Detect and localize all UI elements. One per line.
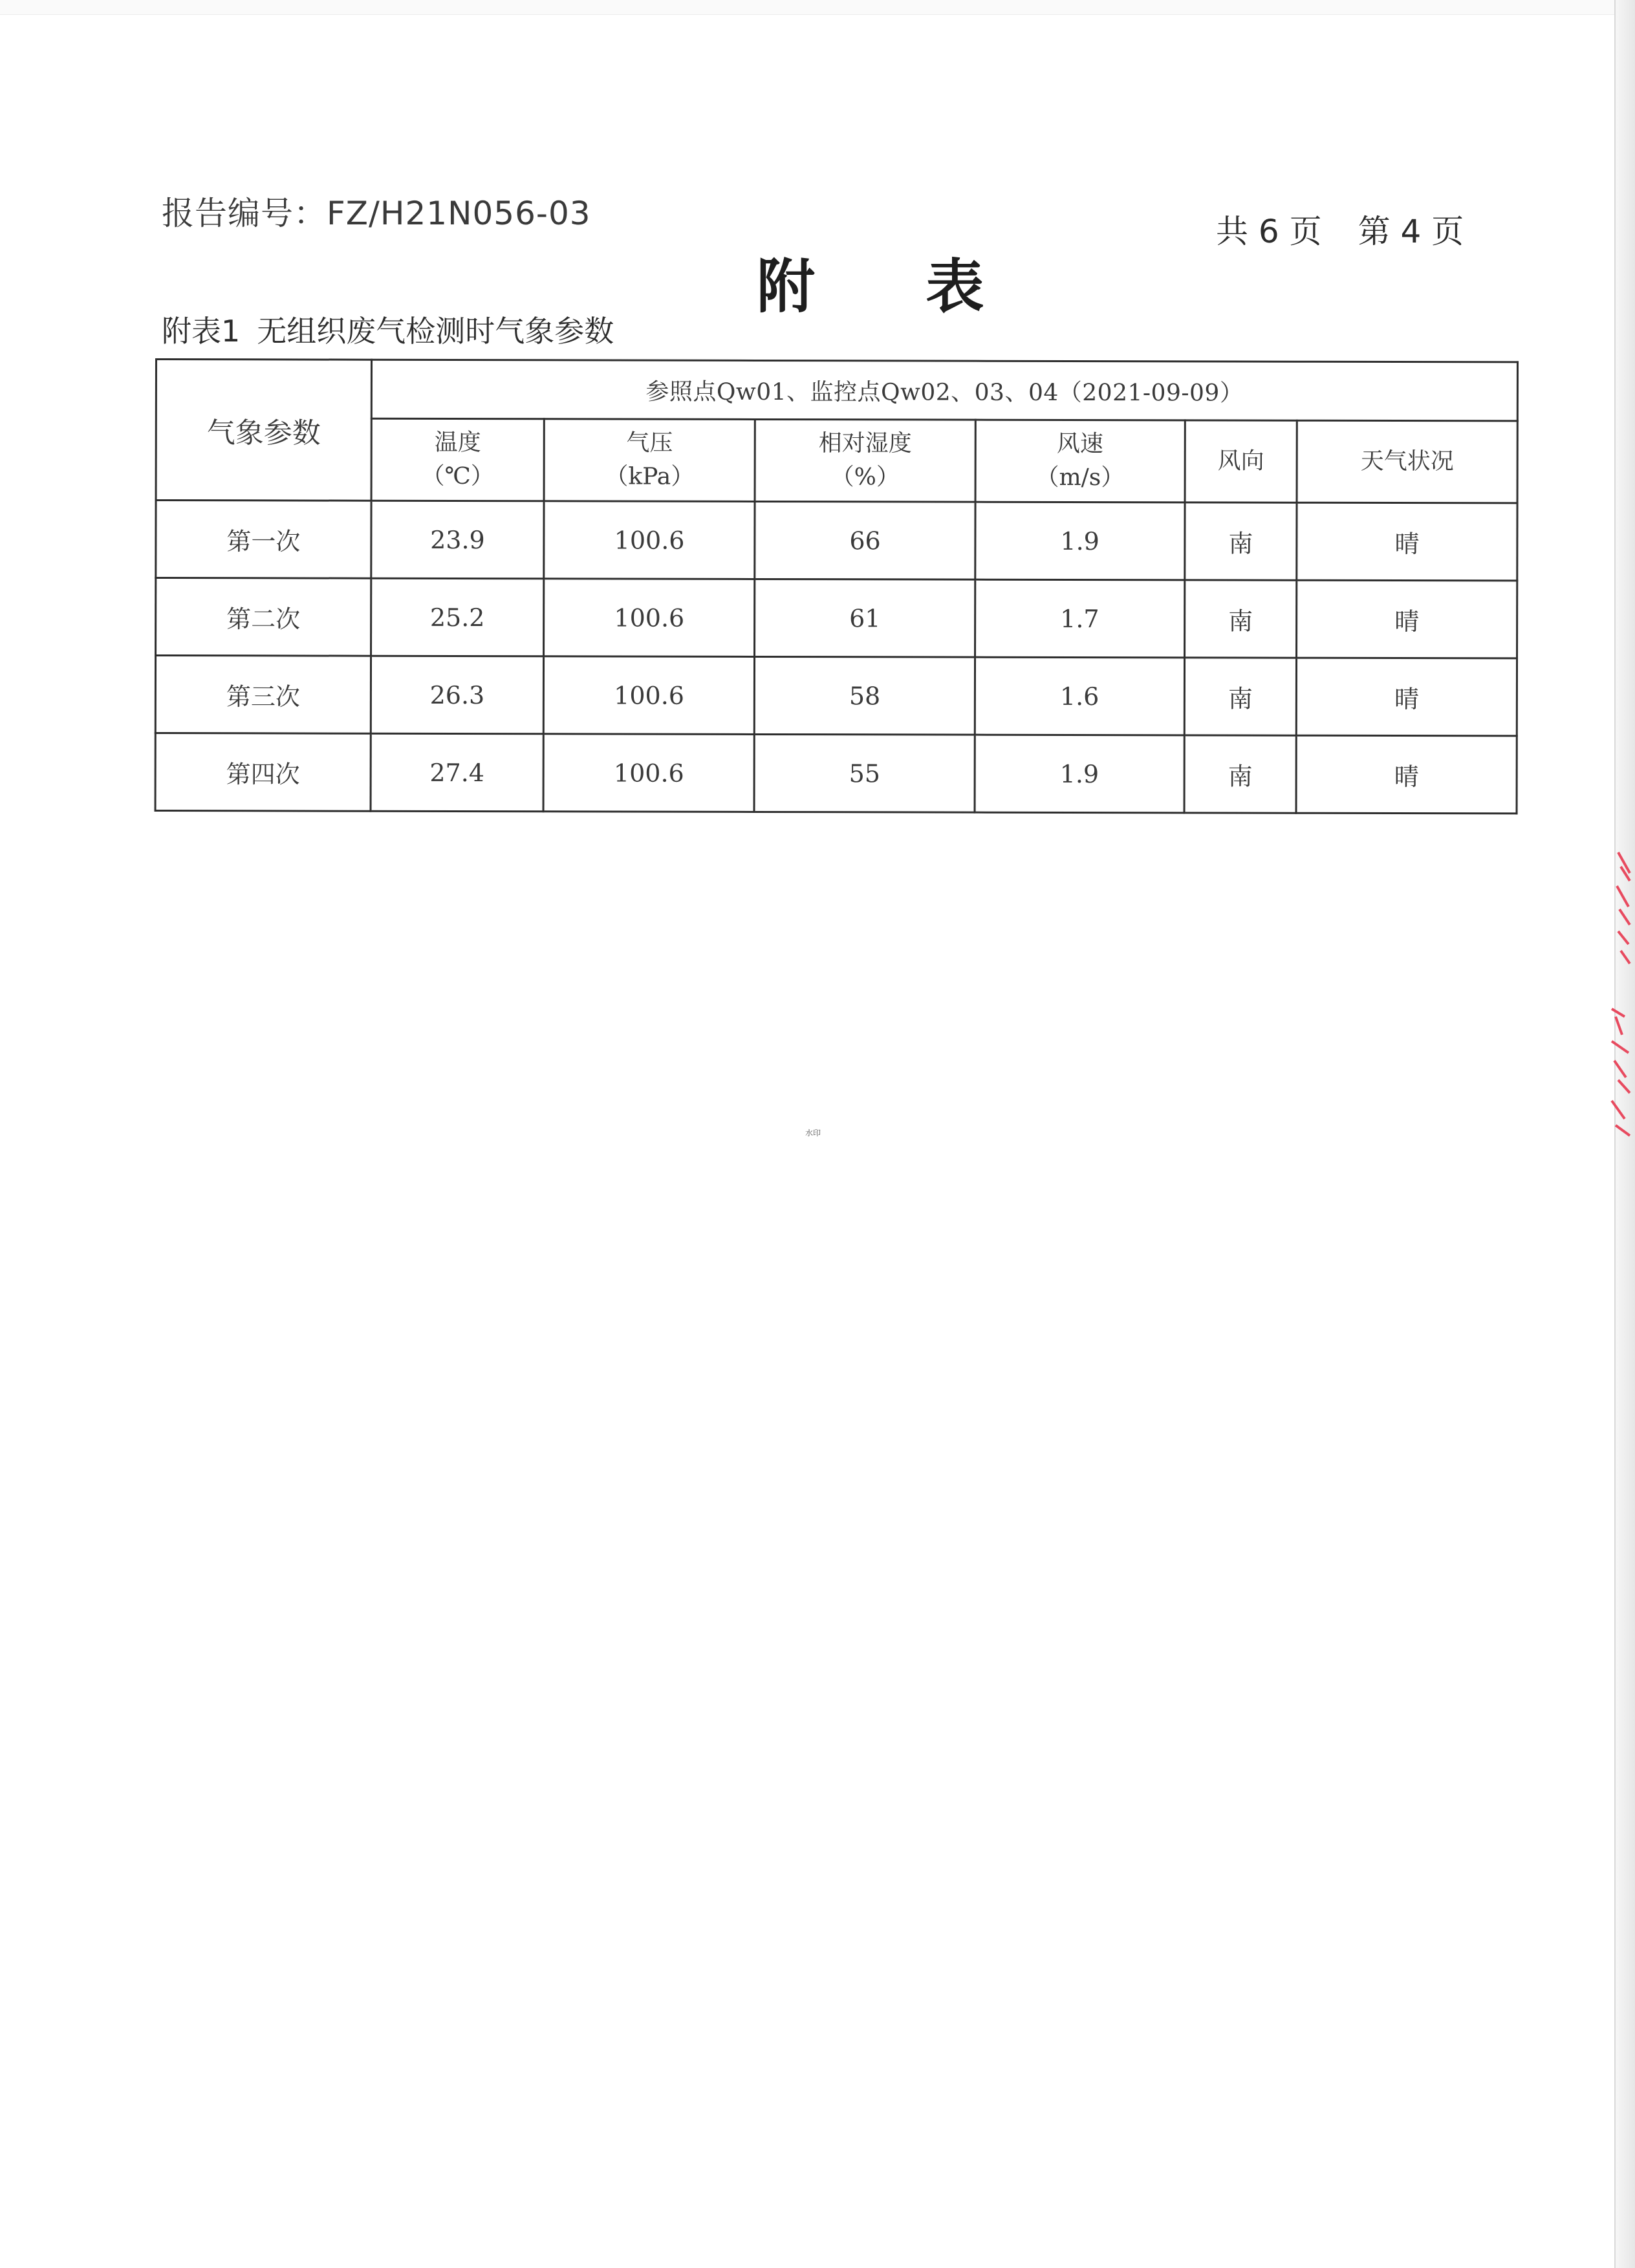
row-label: 第一次 (156, 501, 371, 579)
table-cell: 1.6 (975, 657, 1184, 735)
table-cell: 100.6 (544, 501, 755, 579)
table-cell: 26.3 (371, 656, 543, 734)
column-header-name: 相对湿度 (818, 430, 912, 457)
column-header (1297, 420, 1517, 503)
table-caption-text: 无组织废气检测时气象参数 (257, 314, 614, 349)
column-header-unit: （kPa） (605, 463, 695, 490)
column-header-unit: （℃） (421, 462, 494, 490)
column-header-unit: （%） (830, 464, 900, 491)
table-cell: 100.6 (544, 579, 755, 657)
table-row (156, 501, 1517, 581)
total-pages: 共 6 页 (1216, 213, 1322, 250)
table-row (155, 733, 1517, 814)
weather-parameters-table (155, 358, 1519, 814)
document-title: 附 表 (757, 253, 1030, 321)
column-header-name: 风向 (1217, 448, 1264, 475)
column-header-name: 风速 (1056, 430, 1104, 458)
column-header-unit: （m/s） (1035, 464, 1125, 491)
table-caption-number: 附表1 (162, 314, 241, 349)
table-cell: 100.6 (543, 734, 755, 812)
table-cell: 晴 (1297, 580, 1517, 658)
current-page: 第 4 页 (1358, 213, 1464, 250)
table-cell: 1.7 (975, 579, 1184, 658)
column-header-name: 天气状况 (1360, 448, 1454, 475)
site-header: 参照点Qw01、监控点Qw02、03、04（2021-09-09） (371, 360, 1517, 421)
table-cell: 55 (754, 734, 975, 812)
table-cell: 27.4 (371, 733, 543, 812)
table-cell: 61 (755, 579, 975, 657)
red-seal-stamp-fragment (1592, 847, 1631, 1151)
row-label: 第二次 (156, 578, 371, 656)
table-cell: 南 (1184, 735, 1297, 813)
table-cell: 100.6 (543, 656, 755, 735)
table-cell: 晴 (1297, 502, 1517, 581)
table-row (156, 578, 1517, 658)
table-cell: 25.2 (371, 578, 544, 656)
report-number: 报告编号：FZ/H21N056-03 (162, 195, 591, 232)
param-header: 气象参数 (156, 360, 371, 501)
table-row (155, 656, 1517, 736)
column-header (755, 419, 975, 502)
table-caption (162, 308, 614, 351)
column-header (371, 418, 544, 501)
table-cell: 23.9 (371, 501, 544, 579)
column-header (544, 419, 755, 502)
row-label: 第四次 (155, 733, 371, 812)
row-label: 第三次 (155, 656, 371, 734)
column-header-name: 温度 (434, 429, 481, 457)
column-header-name: 气压 (626, 429, 673, 457)
table-cell: 晴 (1296, 735, 1517, 814)
page-count (1216, 206, 1464, 252)
table-cell: 南 (1184, 658, 1297, 735)
table-cell: 58 (755, 656, 975, 735)
table-cell: 南 (1184, 580, 1297, 658)
table-cell: 晴 (1297, 658, 1517, 736)
table-cell: 1.9 (975, 735, 1184, 813)
table-cell: 南 (1184, 502, 1297, 580)
table-cell: 1.9 (975, 502, 1185, 580)
table-cell: 66 (755, 501, 975, 579)
column-header (975, 420, 1185, 502)
column-header (1185, 420, 1297, 502)
scan-top-edge (0, 0, 1635, 15)
watermark: 水印 (805, 1129, 821, 1138)
